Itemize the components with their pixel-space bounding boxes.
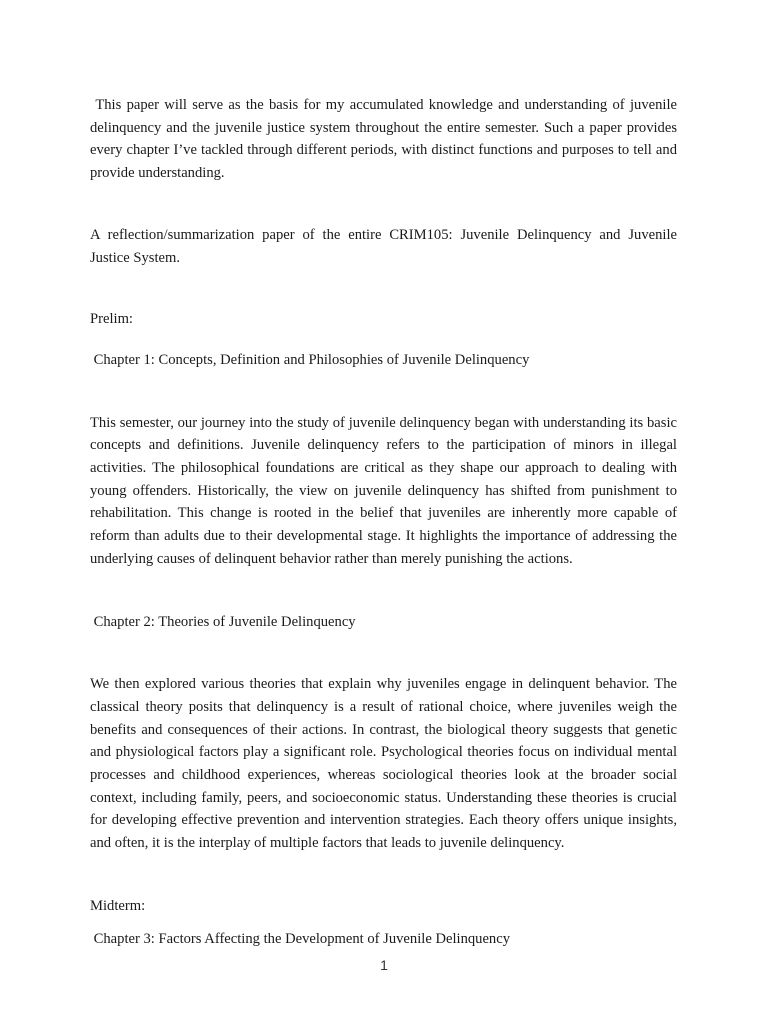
- midterm-label: Midterm:: [90, 897, 146, 914]
- prelim-label: Prelim:: [90, 311, 133, 328]
- chapter3-title: Chapter 3: Factors Affecting the Development of Juvenile Delinquency: [90, 930, 511, 947]
- document-body: [90, 94, 681, 950]
- chapter2-body: We then explored various theories that explain why juveniles engage in delinquent behavior. The classical theory posits that delinquency is a result of rational choice, where juveniles weigh the benefits and consequences of their actions. In contrast, the biological theory suggests that genetic and physiological factors play a significant role. Psychological theories focus on individual mental processes and childhood experiences, whereas sociological theories look at the broader social context, including family, peers, and socioeconomic status. Understanding these theories is crucial for developing effective prevention and intervention strategies. Each theory offers unique insights, and often, it is the interplay of multiple factors that leads to juvenile delinquency.: [90, 676, 677, 852]
- reflection-paragraph: A reflection/summarization paper of the entire CRIM105: Juvenile Delinquency and Juvenile Justice System.: [90, 226, 677, 266]
- intro-paragraph: This paper will serve as the basis for my accumulated knowledge and understanding of juvenile delinquency and the juvenile justice system throughout the entire semester. Such a paper provides every chapter I’ve tackled through different periods, with distinct functions and purposes to tell and provide understanding.: [90, 97, 681, 182]
- chapter1-title: Chapter 1: Concepts, Definition and Philosophies of Juvenile Delinquency: [90, 351, 530, 368]
- page-number: 1: [380, 957, 388, 973]
- chapter1-body: This semester, our journey into the study of juvenile delinquency began with understanding its basic concepts and definitions. Juvenile delinquency refers to the participation of minors in illegal activities. The philosophical foundations are critical as they shape our approach to dealing with young offenders. Historically, the view on juvenile delinquency has shifted from punishment to rehabilitation. This change is rooted in the belief that juveniles are inherently more capable of reform than adults due to their developmental stage. It highlights the importance of addressing the underlying causes of delinquent behavior rather than merely punishing the actions.: [90, 414, 677, 567]
- chapter2-title: Chapter 2: Theories of Juvenile Delinquency: [90, 613, 356, 630]
